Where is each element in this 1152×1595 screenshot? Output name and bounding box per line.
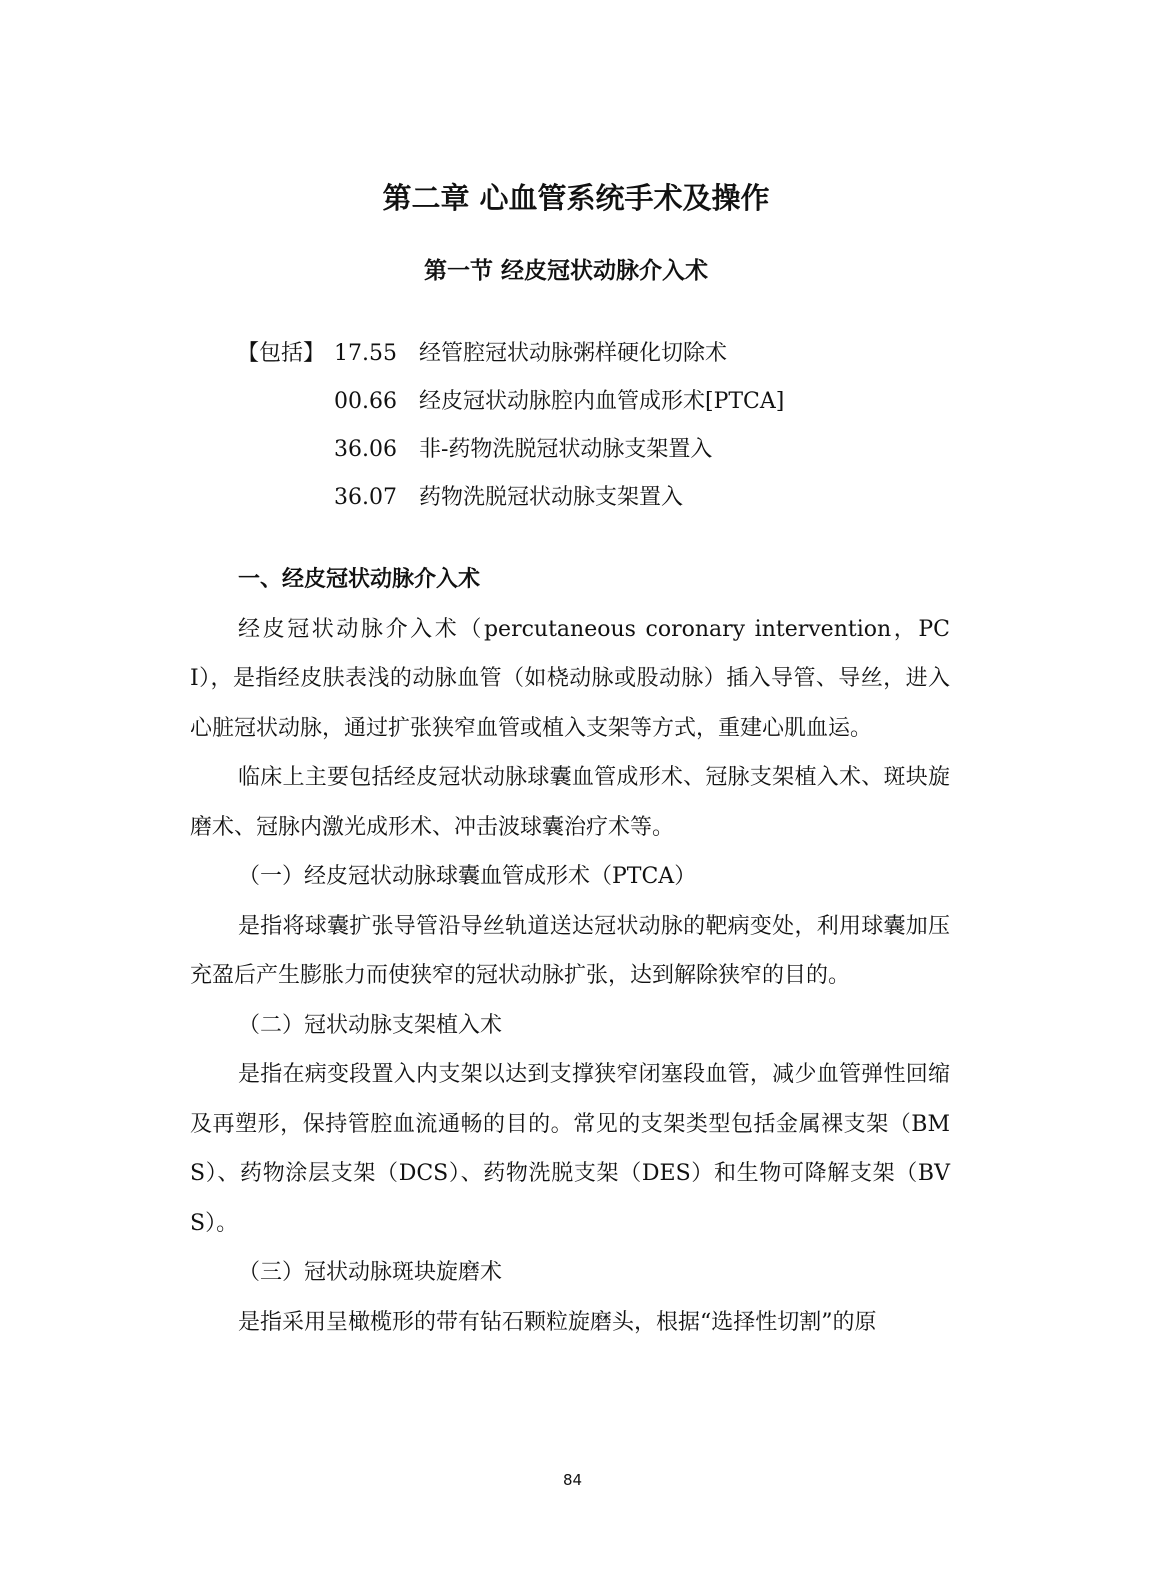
body-text [190,555,950,1347]
includes-item [0,382,1152,422]
includes-item [0,430,1152,470]
subsection-heading: 一、经皮冠状动脉介入术 [238,567,481,592]
procedure-name: 药物洗脱冠状动脉支架置入 [419,485,684,510]
paragraph: 经皮冠状动脉介入术（percutaneous coronary intervention，PCI），是指经皮肤表浅的动脉血管（如桡动脉或股动脉）插入导管、导丝，进入心脏冠状动脉，通过扩张狭窄血管或植入支架等方式，重建心肌血运。 [190,616,950,741]
includes-label: 【包括】 [237,341,326,366]
paragraph: 临床上主要包括经皮冠状动脉球囊血管成形术、冠脉支架植入术、斑块旋磨术、冠脉内激光成形术、冲击波球囊治疗术等。 [190,765,950,840]
includes-item [0,478,1152,518]
paragraph: 是指将球囊扩张导管沿导丝轨道送达冠状动脉的靶病变处，利用球囊加压充盈后产生膨胀力而使狭窄的冠状动脉扩张，达到解除狭窄的目的。 [190,913,950,988]
page-number: 84 [562,1471,583,1489]
procedure-name: 经皮冠状动脉腔内血管成形术[PTCA] [419,389,785,414]
procedure-code: 36.07 [334,485,397,510]
sub-heading: （三）冠状动脉斑块旋磨术 [238,1260,503,1285]
sub-heading: （二）冠状动脉支架植入术 [238,1012,503,1038]
procedure-code: 00.66 [334,389,397,414]
sub-heading: （一）经皮冠状动脉球囊血管成形术（PTCA） [238,864,697,889]
procedure-name: 经管腔冠状动脉粥样硬化切除术 [419,341,728,366]
includes-item [0,334,1152,374]
paragraph: 是指采用呈橄榄形的带有钻石颗粒旋磨头，根据“选择性切割”的原 [238,1309,877,1335]
paragraph: 是指在病变段置入内支架以达到支撑狭窄闭塞段血管，减少血管弹性回缩及再塑形，保持管腔血流通畅的目的。常见的支架类型包括金属裸支架（BMS）、药物涂层支架（DCS）、药物洗脱支架（DES）和生物可降解支架（BVS）。 [190,1062,950,1236]
procedure-code: 17.55 [334,341,397,366]
chapter-title: 第二章 心血管系统手术及操作 [382,181,770,215]
section-title: 第一节 经皮冠状动脉介入术 [423,258,708,284]
procedure-code: 36.06 [334,437,397,462]
procedure-name: 非-药物洗脱冠状动脉支架置入 [419,437,713,462]
